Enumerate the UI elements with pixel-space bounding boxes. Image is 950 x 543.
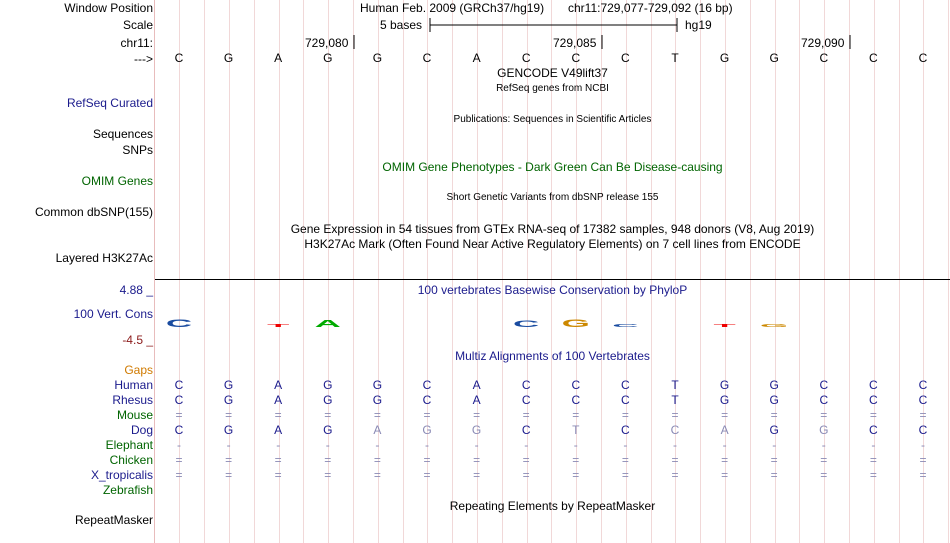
- alignment-base: =: [721, 408, 729, 422]
- alignment-base: -: [821, 438, 826, 452]
- logo-glyph: C: [612, 323, 639, 329]
- alignment-base: C: [670, 423, 680, 437]
- phylop-min-label: -4.5 _: [122, 333, 153, 347]
- sequence-base: C: [571, 51, 581, 65]
- sequence-base: C: [869, 51, 878, 65]
- alignment-base: =: [820, 468, 828, 482]
- alignment-base: =: [820, 453, 828, 467]
- alignment-base: =: [721, 468, 729, 482]
- layered-h3k27ac-label[interactable]: Layered H3K27Ac: [55, 251, 153, 265]
- species-label[interactable]: Mouse: [116, 408, 153, 422]
- alignment-base: =: [869, 408, 877, 422]
- species-label[interactable]: X_tropicalis: [90, 468, 153, 482]
- alignment-base: C: [918, 393, 928, 407]
- alignment-base: =: [225, 408, 233, 422]
- coord-tick-2: 729,085: [553, 36, 597, 50]
- alignment-base: C: [521, 378, 531, 392]
- phylop-track-title[interactable]: 100 vertebrates Basewise Conservation by PhyloP: [417, 283, 688, 297]
- alignment-base: =: [671, 408, 679, 422]
- species-label[interactable]: Rhesus: [112, 393, 153, 407]
- sequence-base: G: [323, 51, 333, 65]
- alignment-base: C: [621, 393, 630, 407]
- alignment-base: G: [323, 393, 333, 407]
- alignment-base: C: [571, 378, 581, 392]
- scale-label: Scale: [122, 18, 153, 32]
- alignment-base: =: [820, 408, 828, 422]
- alignment-base: G: [422, 423, 432, 437]
- species-label[interactable]: Dog: [130, 423, 153, 437]
- alignment-base: C: [869, 378, 878, 392]
- alignment-base: G: [471, 423, 482, 437]
- alignment-base: =: [324, 468, 332, 482]
- species-label[interactable]: Zebrafish: [102, 483, 153, 497]
- alignment-base: C: [571, 393, 581, 407]
- alignment-base: G: [719, 393, 730, 407]
- alignment-base: G: [323, 378, 333, 392]
- logo-glyph: A: [314, 317, 341, 330]
- alignment-base: =: [274, 408, 282, 422]
- alignment-base: T: [671, 393, 679, 407]
- sequence-base: G: [372, 51, 383, 65]
- alignment-base: =: [919, 468, 927, 482]
- alignment-base: =: [621, 453, 629, 467]
- window-position-label: Window Position: [64, 1, 153, 15]
- chrom-label: chr11:: [120, 36, 153, 50]
- alignment-base: =: [770, 408, 778, 422]
- alignment-base: A: [720, 423, 729, 437]
- alignment-base: A: [373, 423, 382, 437]
- sequence-base: C: [521, 51, 531, 65]
- alignment-base: =: [324, 408, 332, 422]
- alignment-base: C: [819, 378, 829, 392]
- logo-glyph: C: [513, 318, 540, 330]
- alignment-base: -: [425, 438, 429, 452]
- alignment-base: =: [919, 408, 927, 422]
- omim-track-title[interactable]: OMIM Gene Phenotypes - Dark Green Can Be Disease-causing: [382, 160, 723, 174]
- sequence-base: T: [671, 51, 679, 65]
- alignment-base: =: [373, 453, 381, 467]
- assembly-name: Human Feb. 2009 (GRCh37/hg19): [360, 1, 545, 15]
- alignment-base: -: [772, 438, 777, 452]
- coord-tick-3: 729,090: [801, 36, 845, 50]
- alignment-base: C: [869, 393, 878, 407]
- alignment-base: -: [177, 438, 181, 452]
- sequence-base: C: [422, 51, 432, 65]
- alignment-base: G: [323, 423, 333, 437]
- h3k27ac-track-title[interactable]: H3K27Ac Mark (Often Found Near Active Regulatory Elements) on 7 cell lines from ENCODE: [304, 237, 801, 251]
- alignment-base: T: [572, 423, 580, 437]
- alignment-base: -: [325, 438, 330, 452]
- gtex-track-title[interactable]: Gene Expression in 54 tissues from GTEx RNA-seq of 17382 samples, 948 donors (V8, Aug 2019): [290, 222, 815, 236]
- sequence-base: G: [223, 51, 234, 65]
- logo-glyph: C: [165, 317, 193, 330]
- alignment-base: C: [869, 423, 878, 437]
- alignment-base: G: [719, 378, 730, 392]
- alignment-base: G: [223, 378, 234, 392]
- alignment-base: =: [770, 453, 778, 467]
- alignment-base: C: [422, 393, 432, 407]
- omim-genes-label[interactable]: OMIM Genes: [81, 174, 153, 188]
- alignment-base: =: [621, 408, 629, 422]
- alignment-base: =: [225, 453, 233, 467]
- alignment-base: C: [918, 423, 928, 437]
- alignment-base: =: [572, 453, 580, 467]
- alignment-base: C: [521, 423, 531, 437]
- alignment-base: -: [673, 438, 677, 452]
- alignment-base: =: [373, 468, 381, 482]
- alignment-base: A: [472, 393, 481, 407]
- logo-glyph: T: [267, 323, 290, 328]
- alignment-base: -: [921, 438, 925, 452]
- alignment-base: C: [422, 378, 432, 392]
- strand-label: --->: [134, 52, 153, 66]
- alignment-base: =: [225, 468, 233, 482]
- alignment-base: T: [671, 378, 679, 392]
- alignment-base: =: [522, 468, 530, 482]
- logo-glyph: T: [713, 323, 736, 328]
- alignment-base: G: [223, 423, 234, 437]
- species-label[interactable]: Human: [114, 378, 153, 392]
- alignment-base: G: [223, 393, 234, 407]
- alignment-base: =: [423, 408, 431, 422]
- species-label[interactable]: Chicken: [109, 453, 153, 467]
- alignment-base: -: [375, 438, 380, 452]
- alignment-base: =: [324, 453, 332, 467]
- alignment-base: -: [573, 438, 578, 452]
- alignment-base: =: [175, 468, 183, 482]
- alignment-base: G: [372, 378, 383, 392]
- alignment-base: C: [521, 393, 531, 407]
- alignment-base: -: [474, 438, 479, 452]
- repeatmasker-track-title[interactable]: Repeating Elements by RepeatMasker: [449, 499, 656, 513]
- alignment-base: -: [623, 438, 628, 452]
- alignment-base: -: [524, 438, 529, 452]
- coord-tick-1: 729,080: [305, 36, 349, 50]
- species-label[interactable]: Elephant: [105, 438, 153, 452]
- repeatmasker-label[interactable]: RepeatMasker: [74, 513, 153, 527]
- sequence-base: A: [274, 51, 283, 65]
- alignment-base: =: [671, 468, 679, 482]
- alignment-base: =: [473, 408, 481, 422]
- alignment-base: =: [869, 453, 877, 467]
- alignment-base: =: [621, 468, 629, 482]
- sequences-label[interactable]: Sequences: [92, 127, 153, 141]
- alignment-base: G: [769, 393, 779, 407]
- multiz-track-title[interactable]: Multiz Alignments of 100 Vertebrates: [455, 349, 650, 363]
- alignment-base: C: [918, 378, 928, 392]
- position-text: chr11:729,077-729,092 (16 bp): [568, 1, 733, 15]
- scale-text: 5 bases: [380, 18, 423, 32]
- alignment-base: G: [372, 393, 383, 407]
- dbsnp-track-title[interactable]: Short Genetic Variants from dbSNP release 155: [446, 192, 659, 203]
- alignment-base: =: [423, 453, 431, 467]
- alignment-base: =: [522, 453, 530, 467]
- alignment-base: =: [175, 408, 183, 422]
- alignment-base: A: [274, 393, 283, 407]
- phylop-max-label: 4.88 _: [119, 283, 153, 297]
- alignment-base: C: [174, 393, 184, 407]
- alignment-base: G: [769, 378, 779, 392]
- alignment-base: -: [226, 438, 231, 452]
- alignment-base: =: [522, 408, 530, 422]
- refseq-track-title[interactable]: RefSeq genes from NCBI: [496, 83, 609, 94]
- alignment-base: C: [819, 393, 829, 407]
- alignment-base: =: [473, 468, 481, 482]
- alignment-base: =: [473, 453, 481, 467]
- sequence-base: G: [769, 51, 779, 65]
- sequence-base: A: [472, 51, 481, 65]
- alignment-base: =: [572, 408, 580, 422]
- alignment-base: -: [722, 438, 727, 452]
- alignment-base: =: [423, 468, 431, 482]
- sequence-base: C: [174, 51, 184, 65]
- sequence-base: G: [719, 51, 730, 65]
- alignment-base: C: [174, 378, 184, 392]
- alignment-base: C: [174, 423, 184, 437]
- logo-glyph: G: [760, 323, 789, 328]
- gencode-track-title[interactable]: GENCODE V49lift37: [497, 66, 608, 80]
- alignment-base: =: [373, 408, 381, 422]
- alignment-base: =: [770, 468, 778, 482]
- alignment-base: C: [621, 378, 630, 392]
- scale-db: hg19: [685, 18, 712, 32]
- vert-cons-label[interactable]: 100 Vert. Cons: [73, 307, 153, 321]
- alignment-base: =: [919, 453, 927, 467]
- alignment-base: =: [721, 453, 729, 467]
- logo-glyph: G: [561, 317, 590, 330]
- alignment-base: -: [871, 438, 876, 452]
- alignment-base: =: [175, 453, 183, 467]
- snps-label[interactable]: SNPs: [122, 143, 153, 157]
- alignment-base: G: [819, 423, 829, 437]
- sequence-base: C: [819, 51, 829, 65]
- alignment-base: =: [274, 453, 282, 467]
- alignment-base: =: [671, 453, 679, 467]
- alignment-base: G: [769, 423, 779, 437]
- common-dbsnp-label[interactable]: Common dbSNP(155): [34, 205, 153, 219]
- gaps-label: Gaps: [124, 363, 153, 377]
- alignment-base: =: [869, 468, 877, 482]
- alignment-base: A: [274, 378, 283, 392]
- alignment-base: C: [621, 423, 630, 437]
- alignment-base: -: [276, 438, 281, 452]
- refseq-curated-label[interactable]: RefSeq Curated: [66, 96, 153, 110]
- alignment-base: A: [472, 378, 481, 392]
- publications-track-title[interactable]: Publications: Sequences in Scientific Articles: [453, 114, 652, 125]
- alignment-base: =: [274, 468, 282, 482]
- alignment-base: =: [572, 468, 580, 482]
- sequence-base: C: [621, 51, 630, 65]
- sequence-base: C: [918, 51, 928, 65]
- alignment-base: A: [274, 423, 283, 437]
